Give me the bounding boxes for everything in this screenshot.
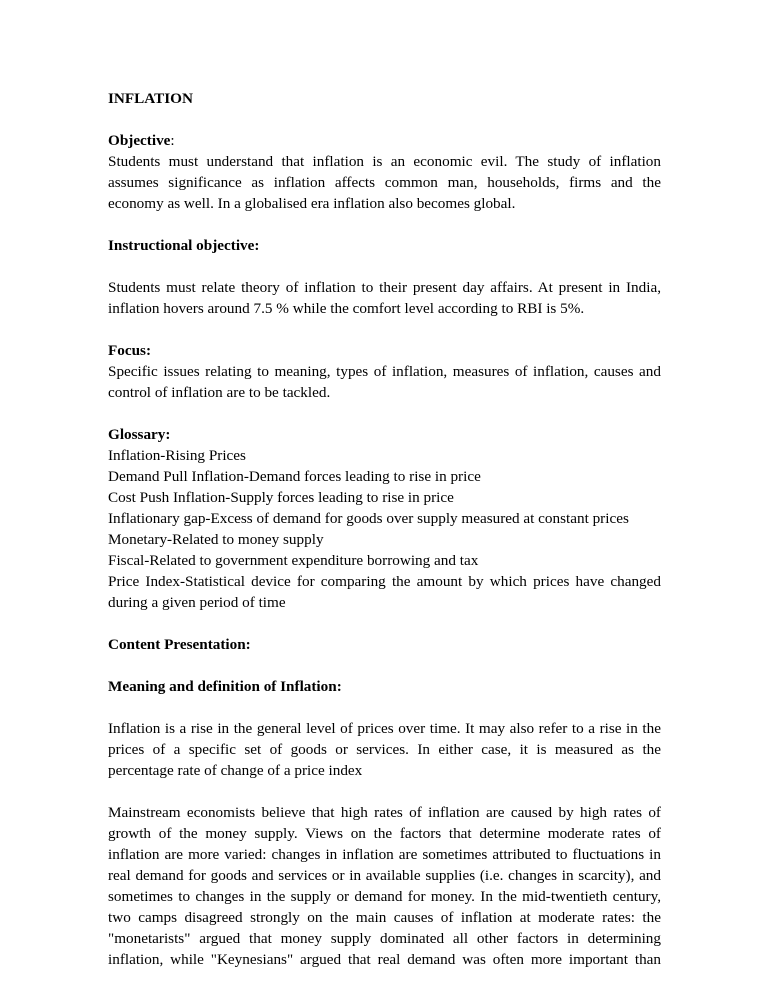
- focus-paragraph: [108, 361, 661, 403]
- spacer: [108, 697, 661, 718]
- content-presentation-heading: Content Presentation:: [108, 636, 251, 653]
- instructional-objective-paragraph: [108, 277, 661, 319]
- document-title: INFLATION: [108, 90, 193, 107]
- objective-colon: :: [170, 132, 175, 149]
- spacer: [108, 613, 661, 634]
- objective-line: economy as well. In a globalised era inflation also becomes global.: [108, 195, 516, 212]
- objective-heading: [108, 130, 661, 151]
- meaning-paragraph-1: [108, 718, 661, 781]
- meaning-line: inflation, while "Keynesians" argued that real demand was often more important than: [108, 951, 661, 968]
- instructional-objective-line: inflation hovers around 7.5 % while the comfort level according to RBI is 5%.: [108, 300, 585, 317]
- focus-heading: Focus:: [108, 342, 152, 359]
- meaning-line: inflation are more varied: changes in inflation are sometimes attributed to fluctuations in: [108, 846, 661, 863]
- spacer: [108, 256, 661, 277]
- glossary-item: Inflation-Rising Prices: [108, 447, 246, 464]
- glossary-item: Monetary-Related to money supply: [108, 531, 324, 548]
- glossary-item: Demand Pull Inflation-Demand forces leading to rise in price: [108, 468, 481, 485]
- glossary-heading: Glossary:: [108, 426, 171, 443]
- glossary-item: Price Index-Statistical device for comparing the amount by which prices have changed: [108, 573, 661, 590]
- objective-line: assumes significance as inflation affects common man, households, firms and the: [108, 174, 661, 191]
- instructional-objective-line: Students must relate theory of inflation to their present day affairs. At present in India,: [108, 279, 661, 296]
- meaning-line: percentage rate of change of a price index: [108, 762, 363, 779]
- objective-label: Objective: [108, 132, 171, 149]
- meaning-line: "monetarists" argued that money supply dominated all other factors in determining: [108, 930, 661, 947]
- glossary-item: Cost Push Inflation-Supply forces leading to rise in price: [108, 489, 454, 506]
- meaning-line: two camps disagreed strongly on the main causes of inflation at moderate rates: the: [108, 909, 661, 926]
- glossary-item: during a given period of time: [108, 594, 286, 611]
- objective-paragraph: [108, 151, 661, 214]
- focus-line: Specific issues relating to meaning, types of inflation, measures of inflation, causes and: [108, 363, 661, 380]
- instructional-objective-heading: Instructional objective:: [108, 237, 260, 254]
- objective-line: Students must understand that inflation is an economic evil. The study of inflation: [108, 153, 661, 170]
- spacer: [108, 403, 661, 424]
- meaning-line: real demand for goods and services or in available supplies (i.e. changes in scarcity), and: [108, 867, 661, 884]
- glossary-list: [108, 445, 661, 613]
- meaning-line: sometimes to changes in the supply or demand for money. In the mid-twentieth century,: [108, 888, 661, 905]
- focus-line: control of inflation are to be tackled.: [108, 384, 331, 401]
- spacer: [108, 781, 661, 802]
- glossary-item: Fiscal-Related to government expenditure borrowing and tax: [108, 552, 479, 569]
- spacer: [108, 655, 661, 676]
- meaning-heading: Meaning and definition of Inflation:: [108, 678, 342, 695]
- meaning-line: growth of the money supply. Views on the factors that determine moderate rates of: [108, 825, 661, 842]
- meaning-line: prices of a specific set of goods or services. In either case, it is measured as the: [108, 741, 661, 758]
- meaning-paragraph-2: [108, 802, 661, 970]
- meaning-line: Inflation is a rise in the general level of prices over time. It may also refer to a rise in the: [108, 720, 661, 737]
- meaning-line: Mainstream economists believe that high rates of inflation are caused by high rates of: [108, 804, 661, 821]
- spacer: [108, 214, 661, 235]
- spacer: [108, 109, 661, 130]
- spacer: [108, 319, 661, 340]
- glossary-item: Inflationary gap-Excess of demand for goods over supply measured at constant prices: [108, 510, 629, 527]
- document-page: [108, 88, 661, 970]
